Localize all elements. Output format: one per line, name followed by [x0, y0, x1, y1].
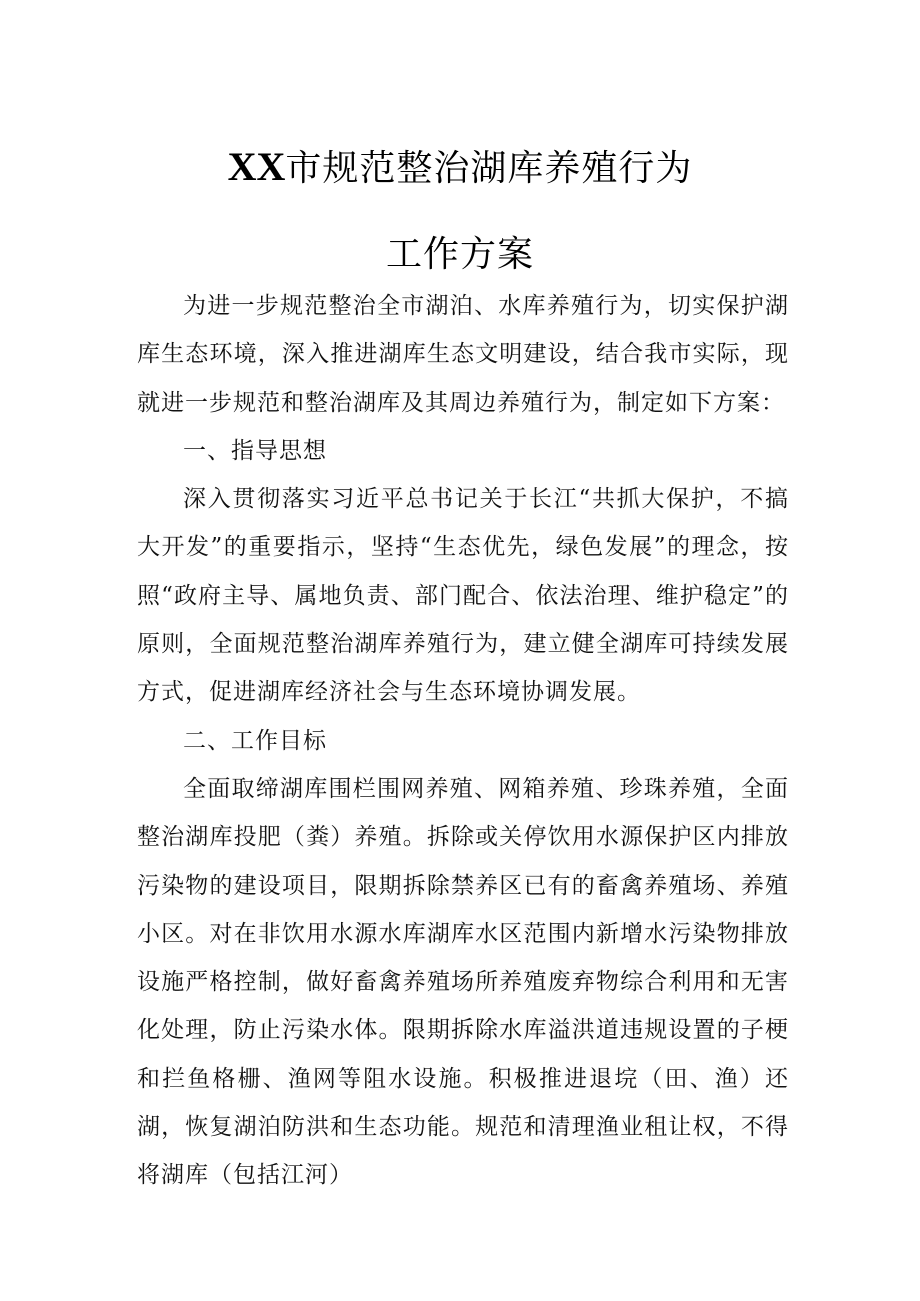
title-prefix: XX: [227, 144, 286, 189]
section-heading-1: 一、指导思想: [183, 437, 327, 464]
intro-paragraph: 为进一步规范整治全市湖泊、水库养殖行为，切实保护湖库生态环境，深入推进湖库生态文明建设，结合我市实际，现就进一步规范和整治湖库及其周边养殖行为，制定如下方案：: [137, 293, 789, 416]
guiding-ideology-paragraph: 深入贯彻落实习近平总书记关于长江“共抓大保护，不搞大开发”的重要指示，坚持“生态优先，绿色发展”的理念，按照“政府主导、属地负责、部门配合、依法治理、维护稳定”的原则，全面规范整治湖库养殖行为，建立健全湖库可持续发展方式，促进湖库经济社会与生态环境协调发展。: [137, 486, 789, 706]
title-line-1-text: 市规范整治湖库养殖行为: [285, 148, 693, 189]
document-title-line-2: 工作方案: [385, 234, 534, 275]
section-heading-2: 二、工作目标: [183, 727, 327, 754]
document-title-line-1: [0, 140, 920, 191]
work-goals-paragraph: 全面取缔湖库围栏围网养殖、网箱养殖、珍珠养殖，全面整治湖库投肥（粪）养殖。拆除或关停饮用水源保护区内排放污染物的建设项目，限期拆除禁养区已有的畜禽养殖场、养殖小区。对在非饮用水源水库湖库水区范围内新增水污染物排放设施严格控制，做好畜禽养殖场所养殖废弃物综合利用和无害化处理，防止污染水体。限期拆除水库溢洪道违规设置的子梗和拦鱼格栅、渔网等阻水设施。积极推进退垸（田、渔）还湖，恢复湖泊防洪和生态功能。规范和清理渔业租让权，不得将湖库（包括江河）: [137, 775, 789, 1189]
document-body: [137, 282, 789, 1200]
